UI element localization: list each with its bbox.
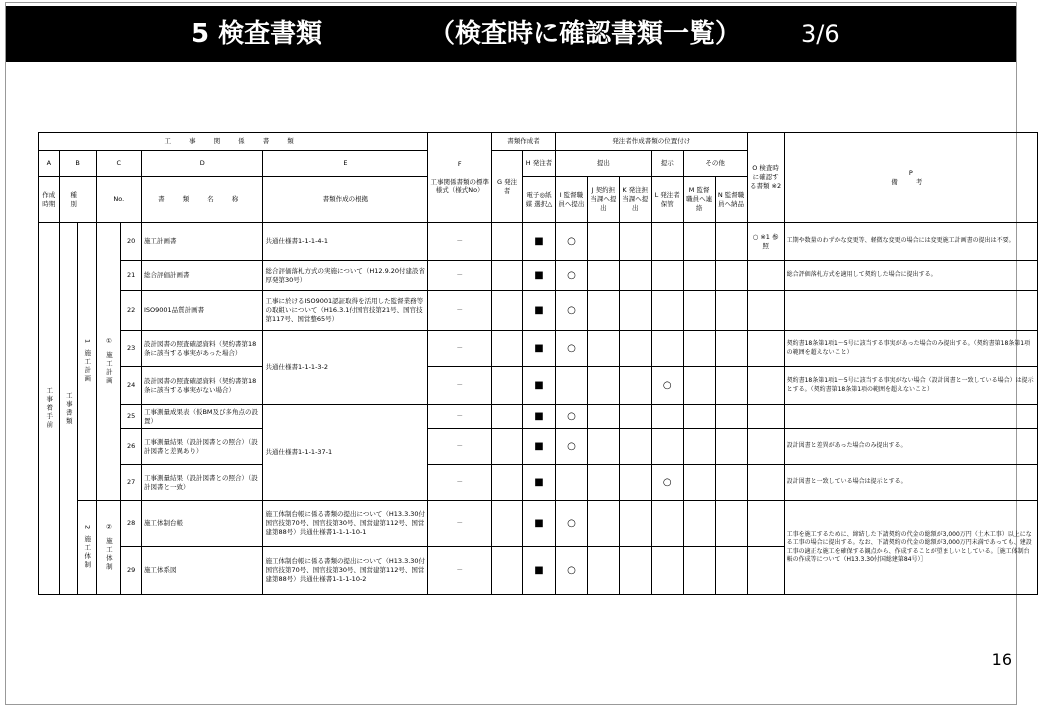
document-table [38, 132, 1038, 595]
submit-mark: ○ [555, 429, 587, 465]
col-o-header: O 検査時に確認する書類 ※2 [747, 133, 784, 223]
electronic-mark: ■ [523, 261, 556, 291]
col-b-label: 種 別 [59, 177, 96, 223]
row-form: － [428, 465, 492, 501]
page-fraction: 3/6 [801, 20, 840, 48]
submit-mark: ○ [555, 547, 587, 595]
row-doc-name: 設計図書の照査確認資料（契約書第18条に該当する事実がない場合） [141, 367, 263, 405]
present-mark: ○ [651, 367, 683, 405]
row-note: 総合評価落札方式を適用して契約した場合に提出する。 [784, 261, 1037, 291]
row-no: 24 [121, 367, 142, 405]
row-note: 契約書18条第1項1～5号に該当する事実がない場合（設計図書と一致している場合）は提示とする。（契約書第18条第1項の範囲を超えないこと） [784, 367, 1037, 405]
subcategory-1: 1 施工計画 [78, 223, 97, 501]
row-note [784, 405, 1037, 429]
submit-group: 提出 [555, 151, 651, 177]
col-h-sub: 電子◎紙媒 選択△ [523, 177, 556, 223]
row-basis: 共通仕様書1-1-1-4-1 [263, 223, 428, 261]
row-doc-name: 工事測量結果（設計図書との照合）（設計図書と一致） [141, 465, 263, 501]
table-row [39, 429, 1038, 465]
row-doc-name: 工事測量成果表（仮BM及び多角点の設置） [141, 405, 263, 429]
table-row [39, 331, 1038, 367]
col-d-letter: D [141, 151, 263, 177]
document-table-viewport [38, 132, 1034, 598]
row-doc-name: 施工体制台帳 [141, 501, 263, 547]
row-form: － [428, 547, 492, 595]
col-p-header [784, 133, 1037, 223]
row-note: 設計図書と一致している場合は提示とする。 [784, 465, 1037, 501]
present-group: 提示 [651, 151, 683, 177]
subcategory-1-item: ① 施工計画 [96, 223, 121, 501]
row-form: － [428, 405, 492, 429]
electronic-mark: ■ [523, 501, 556, 547]
row-no: 25 [121, 405, 142, 429]
submit-mark: ○ [555, 291, 587, 331]
subcategory-2-item: ② 施工体制 [96, 501, 121, 595]
col-a-label: 作成時期 [39, 177, 60, 223]
page-number: 16 [991, 650, 1012, 669]
row-note: 工期や数量のわずかな変更等、軽微な変更の場合には変更施工計画書の提出は不要。 [784, 223, 1037, 261]
row-note [784, 291, 1037, 331]
section-title: 5 検査書類 [191, 19, 323, 49]
row-form: － [428, 261, 492, 291]
row-doc-name: 工事測量結果（設計図書との照合）（設計図書と差異あり） [141, 429, 263, 465]
table-row [39, 223, 1038, 261]
col-p-label: 備 考 [891, 177, 931, 186]
electronic-mark: ■ [523, 465, 556, 501]
category-label: 工事書類 [59, 223, 78, 595]
row-doc-name: 設計図書の照査確認資料（契約書第18条に該当する事実があった場合） [141, 331, 263, 367]
phase-label: 工事着手前 [39, 223, 60, 595]
row-basis: 施工体制台帳に係る書類の提出について（H13.3.30付国官技第70号、国官技第30号、国営建第112号、国営建第88号）共通仕様書1-1-1-10-2 [263, 547, 428, 595]
col-g-header: G 発注者 [492, 151, 523, 223]
row-no: 27 [121, 465, 142, 501]
submit-mark: ○ [555, 223, 587, 261]
submit-mark: ○ [555, 261, 587, 291]
group-position: 発注者作成書類の位置付け [555, 133, 747, 151]
col-p-letter: P [908, 168, 913, 177]
group-construction-docs: 工 事 関 係 書 類 [39, 133, 428, 151]
row-form: － [428, 223, 492, 261]
col-i-header: I 監督職員へ提出 [555, 177, 587, 223]
row-no: 26 [121, 429, 142, 465]
row-basis: 工事に於けるISO9001認証取得を活用した監督業務等の取組いについて（H16.3.1付国官技第21号、国官技第117号、国営整65号） [263, 291, 428, 331]
row-no: 21 [121, 261, 142, 291]
col-e-label: 書類作成の根拠 [263, 177, 428, 223]
col-j-header: J 契約担当課へ提出 [587, 177, 619, 223]
submit-mark: ○ [555, 405, 587, 429]
row-form: － [428, 331, 492, 367]
row-form: － [428, 429, 492, 465]
row-note: 契約書18条第1項1～5号に該当する事実があった場合のみ提出する。（契約書第18条第1項の範囲を超えないこと） [784, 331, 1037, 367]
row-no: 23 [121, 331, 142, 367]
row-no: 28 [121, 501, 142, 547]
present-mark: ○ [651, 465, 683, 501]
table-row [39, 261, 1038, 291]
table-row [39, 291, 1038, 331]
electronic-mark: ■ [523, 405, 556, 429]
electronic-mark: ■ [523, 223, 556, 261]
subcategory-2: 2 施工体制 [78, 501, 97, 595]
other-group: その他 [683, 151, 747, 177]
submit-mark: ○ [555, 501, 587, 547]
row-form: － [428, 501, 492, 547]
row-no: 22 [121, 291, 142, 331]
col-l-header: L 発注者保管 [651, 177, 683, 223]
col-c-label: No. [96, 177, 141, 223]
row-basis: 共通仕様書1-1-1-37-1 [263, 405, 428, 501]
row-note: 設計図書と差異があった場合のみ提出する。 [784, 429, 1037, 465]
table-row [39, 501, 1038, 547]
col-f-label: 工事関係書類の標準様式（様式No） [430, 177, 489, 195]
col-n-header: N 監督職員へ納品 [715, 177, 747, 223]
electronic-mark: ■ [523, 429, 556, 465]
row-basis: 共通仕様書1-1-1-3-2 [263, 331, 428, 405]
row-no: 20 [121, 223, 142, 261]
group-creator: 書類作成者 [492, 133, 556, 151]
table-row [39, 367, 1038, 405]
col-e-letter: E [263, 151, 428, 177]
electronic-mark: ■ [523, 331, 556, 367]
col-k-header: K 発注担当課へ提出 [619, 177, 651, 223]
table-row [39, 405, 1038, 429]
row-basis: 総合評価落札方式の実施について（H12.9.20付建設省厚発第30号） [263, 261, 428, 291]
inspection-check: ○ ※1 参照 [747, 223, 784, 261]
col-d-label: 書 類 名 称 [141, 177, 263, 223]
col-b-letter: B [59, 151, 96, 177]
col-a-letter: A [39, 151, 60, 177]
row-form: － [428, 367, 492, 405]
section-subtitle: （検査時に確認書類一覧） [429, 19, 742, 49]
row-doc-name: 施工体系図 [141, 547, 263, 595]
title-bar [6, 6, 1016, 62]
electronic-mark: ■ [523, 291, 556, 331]
col-m-header: M 監督職員へ連絡 [683, 177, 715, 223]
row-note: 工事を施工するために、締結した下請契約の代金の総額が3,000万円（土木工事）以上になる工事の場合に提出する。なお、下請契約の代金の総額が3,000万円未満であっても、建設工事の適正な施工を確保する観点から、作成することが望ましいとしている。［施工体制台帳の作成等について（H13.3.30付国総建第84号）］ [784, 501, 1037, 595]
row-no: 29 [121, 547, 142, 595]
row-doc-name: ISO9001品質計画書 [141, 291, 263, 331]
table-row [39, 465, 1038, 501]
row-basis: 施工体制台帳に係る書類の提出について（H13.3.30付国官技第70号、国官技第30号、国営建第112号、国営建第88号）共通仕様書1-1-1-10-1 [263, 501, 428, 547]
col-f-letter: F [457, 159, 462, 168]
row-form: － [428, 291, 492, 331]
row-doc-name: 施工計画書 [141, 223, 263, 261]
col-f-header [428, 133, 492, 223]
row-doc-name: 総合評価計画書 [141, 261, 263, 291]
electronic-mark: ■ [523, 367, 556, 405]
submit-mark: ○ [555, 331, 587, 367]
col-c-letter: C [96, 151, 141, 177]
col-h-header: H 発注者 [523, 151, 556, 177]
electronic-mark: ■ [523, 547, 556, 595]
